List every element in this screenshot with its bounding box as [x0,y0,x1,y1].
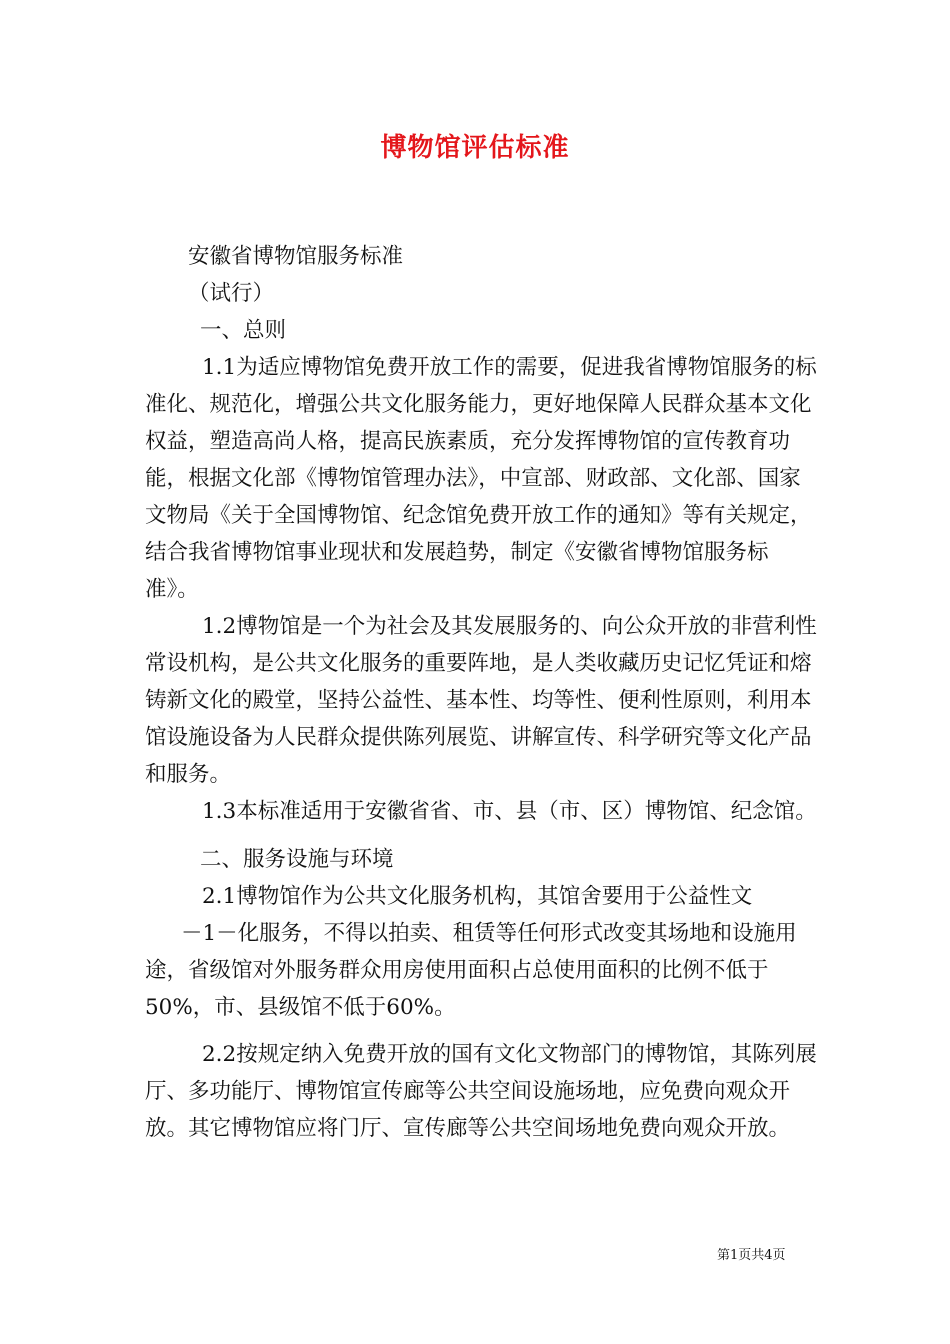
paragraph-1-1: 1.1为适应博物馆免费开放工作的需要，促进我省博物馆服务的标准化、规范化，增强公共文化服务能力，更好地保障人民群众基本文化权益，塑造高尚人格，提高民族素质，充分发挥博物馆的宣传教育功能，根据文化部《博物馆管理办法》，中宣部、财政部、文化部、国家文物局《关于全国博物馆、纪念馆免费开放工作的通知》等有关规定，结合我省博物馆事业现状和发展趋势，制定《安徽省博物馆服务标准》。 [145,355,817,602]
page-number: 第1页共4页 [717,1248,786,1263]
section-1-heading: 一、总则 [200,318,287,343]
paragraph-2-1-part-b: －1－化服务，不得以拍卖、租赁等任何形式改变其场地和设施用途，省级馆对外服务群众用房使用面积占总使用面积的比例不低于50%，市、县级馆不低于60%。 [145,921,797,1020]
subtitle: 安徽省博物馆服务标准 [188,244,404,269]
paragraph-2-1-part-a: 2.1博物馆作为公共文化服务机构，其馆舍要用于公益性文 [202,884,753,909]
document-body [145,238,817,1147]
document-title: 博物馆评估标准 [380,133,570,163]
section-2-heading: 二、服务设施与环境 [200,847,394,872]
paragraph-1-2: 1.2博物馆是一个为社会及其发展服务的、向公众开放的非营利性常设机构，是公共文化服务的重要阵地，是人类收藏历史记忆凭证和熔铸新文化的殿堂，坚持公益性、基本性、均等性、便利性原则，利用本馆设施设备为人民群众提供陈列展览、讲解宣传、科学研究等文化产品和服务。 [145,614,817,787]
trial-note: （试行） [188,281,275,306]
paragraph-1-3: 1.3本标准适用于安徽省省、市、县（市、区）博物馆、纪念馆。 [202,799,817,824]
paragraph-2-2: 2.2按规定纳入免费开放的国有文化文物部门的博物馆，其陈列展厅、多功能厅、博物馆宣传廊等公共空间设施场地，应免费向观众开放。其它博物馆应将门厅、宣传廊等公共空间场地免费向观众开放。 [145,1042,817,1141]
